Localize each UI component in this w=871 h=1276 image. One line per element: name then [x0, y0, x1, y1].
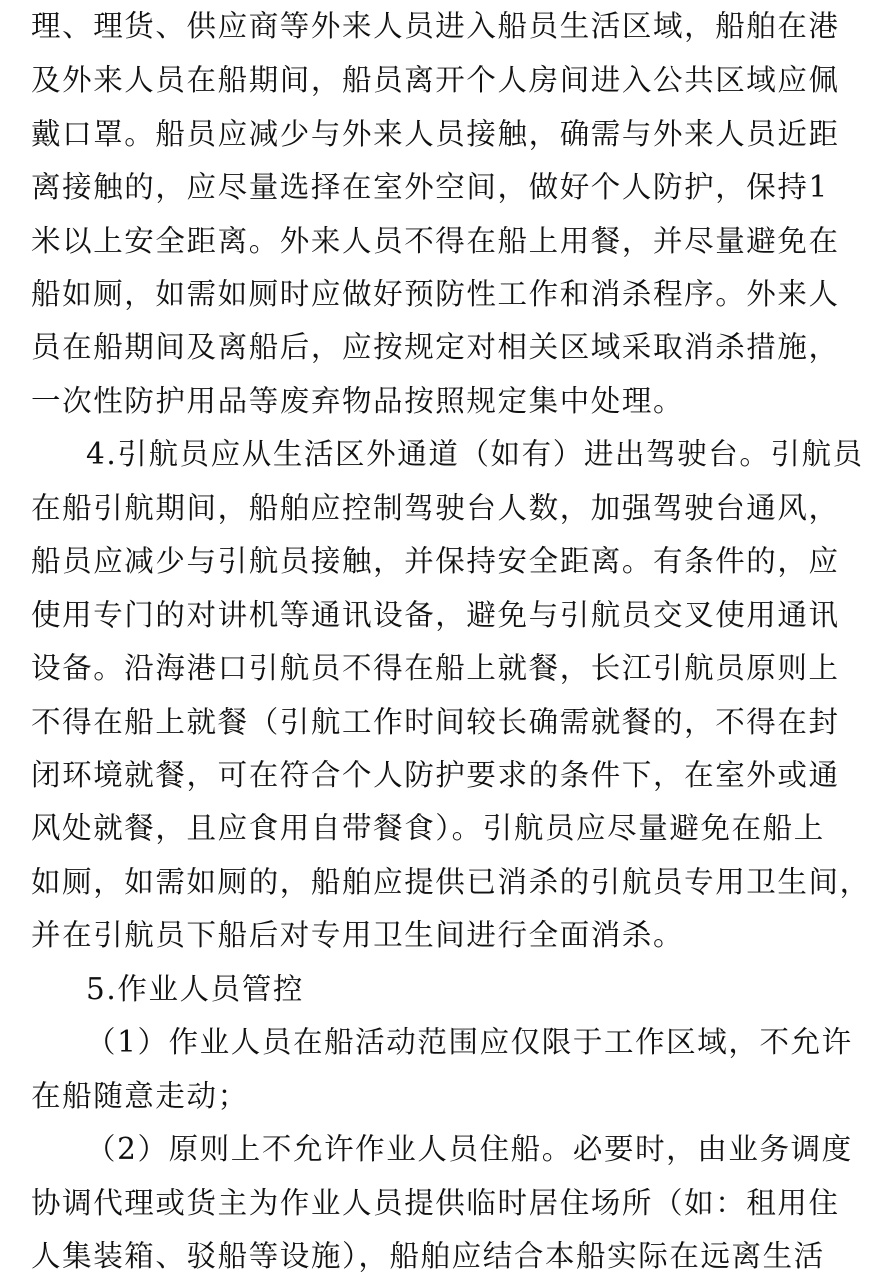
text-line: 米以上安全距离。外来人员不得在船上用餐，并尽量避免在 — [31, 224, 840, 258]
text-line: 并在引航员下船后对专用卫生间进行全面消杀。 — [31, 918, 685, 952]
text-line: 设备。沿海港口引航员不得在船上就餐，长江引航员原则上 — [31, 651, 840, 685]
text-line: 使用专门的对讲机等通讯设备，避免与引航员交叉使用通讯 — [31, 598, 840, 632]
text-line: 不得在船上就餐（引航工作时间较长确需就餐的，不得在封 — [31, 705, 840, 739]
section-heading: 5.作业人员管控 — [86, 972, 304, 1006]
list-item-1: （1）作业人员在船活动范围应仅限于工作区域，不允许 — [86, 1025, 853, 1059]
text-line: 在船引航期间，船舶应控制驾驶台人数，加强驾驶台通风， — [31, 491, 840, 525]
text-line: 船如厕，如需如厕时应做好预防性工作和消杀程序。外来人 — [31, 277, 840, 311]
text-line: 船员应减少与引航员接触，并保持安全距离。有条件的，应 — [31, 544, 840, 578]
text-line: 离接触的，应尽量选择在室外空间，做好个人防护，保持1 — [31, 170, 829, 204]
text-line: 及外来人员在船期间，船员离开个人房间进入公共区域应佩 — [31, 63, 840, 97]
text-line: 在船随意走动； — [31, 1079, 249, 1113]
paragraph-item-4: 4.引航员应从生活区外通道（如有）进出驾驶台。引航员 — [86, 437, 864, 471]
text-line: 一次性防护用品等废弃物品按照规定集中处理。 — [31, 384, 685, 418]
text-line: 如厕，如需如厕的，船舶应提供已消杀的引航员专用卫生间， — [31, 865, 871, 899]
text-line: 理、理货、供应商等外来人员进入船员生活区域，船舶在港 — [31, 9, 840, 43]
text-line: 员在船期间及离船后，应按规定对相关区域采取消杀措施， — [31, 330, 840, 364]
text-line: 协调代理或货主为作业人员提供临时居住场所（如：租用住 — [31, 1186, 840, 1220]
text-line: 戴口罩。船员应减少与外来人员接触，确需与外来人员近距 — [31, 117, 840, 151]
list-item-2: （2）原则上不允许作业人员住船。必要时，由业务调度 — [86, 1132, 853, 1166]
text-line: 人集装箱、驳船等设施），船舶应结合本船实际在远离生活 — [31, 1239, 825, 1273]
text-line: 风处就餐，且应食用自带餐食）。引航员应尽量避免在船上 — [31, 811, 825, 845]
text-line: 闭环境就餐，可在符合个人防护要求的条件下，在室外或通 — [31, 758, 840, 792]
